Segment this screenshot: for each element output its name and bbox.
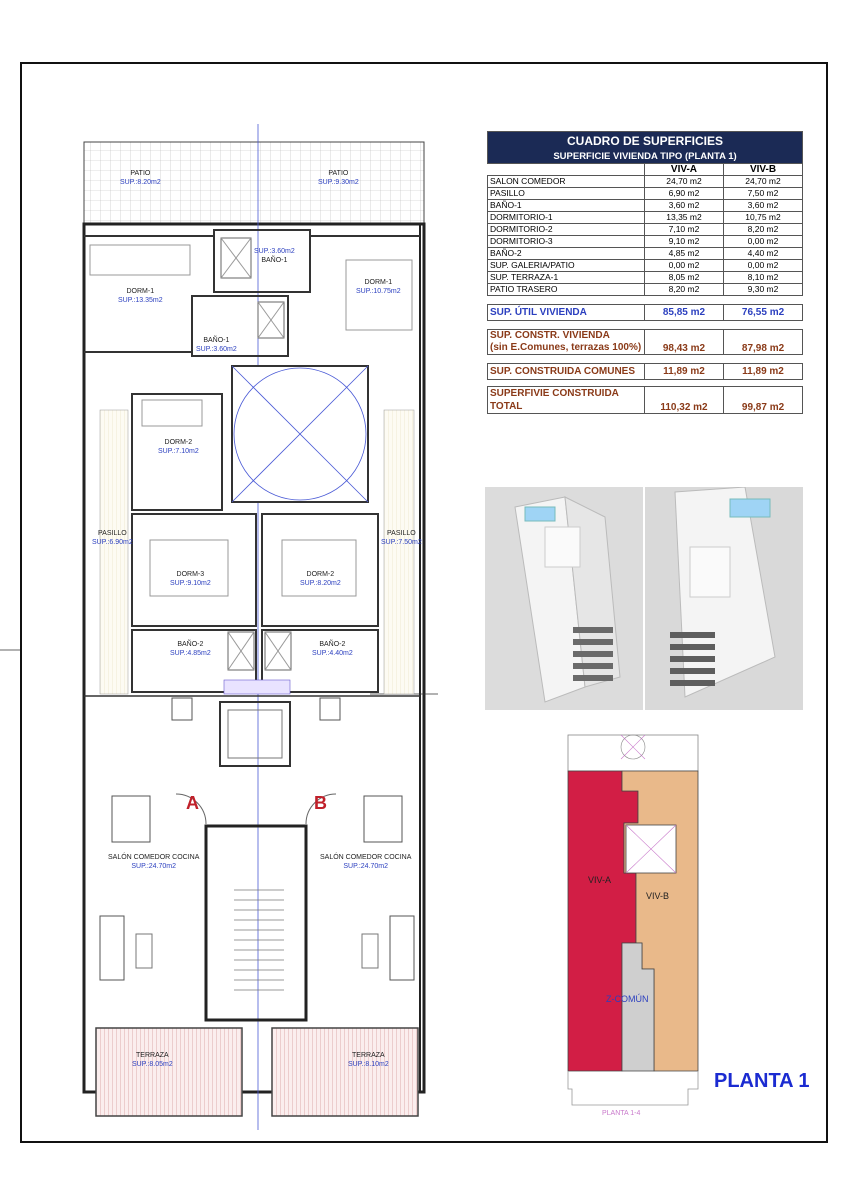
cell-a: 4,85 m2 <box>644 248 723 260</box>
cell-label: SUP. GALERIA/PATIO <box>488 260 645 272</box>
bano2-a-label: BAÑO-2 SUP.:4.85m2 <box>170 641 211 657</box>
comunes-label: SUP. CONSTRUIDA COMUNES <box>488 364 645 380</box>
building-render-left <box>485 487 643 710</box>
cell-a: 3,60 m2 <box>644 200 723 212</box>
cell-a: 8,20 m2 <box>644 284 723 296</box>
cell-b: 4,40 m2 <box>724 248 803 260</box>
cell-b: 24,70 m2 <box>724 176 803 188</box>
dorm2-a-label: DORM-2 SUP.:7.10m2 <box>158 439 199 455</box>
cell-b: 7,50 m2 <box>724 188 803 200</box>
vivienda-a-letter: A <box>186 793 199 813</box>
cell-b: 8,20 m2 <box>724 224 803 236</box>
salon-b-label: SALÓN COMEDOR COCINA SUP.:24.70m2 <box>320 854 412 870</box>
table-row <box>488 260 803 272</box>
cell-label: PATIO TRASERO <box>488 284 645 296</box>
cell-label: SALON COMEDOR <box>488 176 645 188</box>
table-row <box>488 188 803 200</box>
bano1-top-label: SUP.:3.60m2 BAÑO-1 <box>254 248 295 264</box>
salon-a-label: SALÓN COMEDOR COCINA SUP.:24.70m2 <box>108 854 200 870</box>
vivienda-b-letter: B <box>314 793 327 813</box>
cell-a: 13,35 m2 <box>644 212 723 224</box>
constr-a: 98,43 m2 <box>644 330 723 355</box>
patio-b-label: PATIO SUP.:9.30m2 <box>318 170 359 186</box>
total-label-1: SUPERFIVIE CONSTRUIDA <box>490 388 619 399</box>
bano1-a-label: BAÑO-1 SUP.:3.60m2 <box>196 337 237 353</box>
col-a-header: VIV-A <box>644 164 723 176</box>
cell-a: 7,10 m2 <box>644 224 723 236</box>
cell-label: DORMITORIO-2 <box>488 224 645 236</box>
constr-label-2: (sin E.Comunes, terrazas 100%) <box>490 342 642 353</box>
bano2-b-label: BAÑO-2 SUP.:4.40m2 <box>312 641 353 657</box>
col-b-header: VIV-B <box>724 164 803 176</box>
cell-label: DORMITORIO-3 <box>488 236 645 248</box>
cell-a: 6,90 m2 <box>644 188 723 200</box>
constr-b: 87,98 m2 <box>724 330 803 355</box>
page-label: PLANTA 1 <box>714 1070 810 1092</box>
constr-label-1: SUP. CONSTR. VIVIENDA <box>490 330 610 341</box>
key-viv-b-label: VIV-B <box>646 891 670 901</box>
dorm1-b-label: DORM-1 SUP.:10.75m2 <box>356 279 401 295</box>
util-a: 85,85 m2 <box>644 305 723 321</box>
cell-label: DORMITORIO-1 <box>488 212 645 224</box>
cell-b: 0,00 m2 <box>724 260 803 272</box>
cell-a: 24,70 m2 <box>644 176 723 188</box>
cell-b: 9,30 m2 <box>724 284 803 296</box>
cell-b: 10,75 m2 <box>724 212 803 224</box>
total-a: 110,32 m2 <box>644 387 723 414</box>
cell-a: 9,10 m2 <box>644 236 723 248</box>
key-comun-label: Z-COMÚN <box>606 994 649 1004</box>
total-label-2: TOTAL <box>490 401 523 412</box>
cell-b: 3,60 m2 <box>724 200 803 212</box>
cell-label: SUP. TERRAZA-1 <box>488 272 645 284</box>
terraza-a-area <box>96 1028 242 1116</box>
table-row <box>488 224 803 236</box>
table-row <box>488 248 803 260</box>
dorm3-a-label: DORM-3 SUP.:9.10m2 <box>170 571 211 587</box>
dorm1-a-label: DORM-1 SUP.:13.35m2 <box>118 288 163 304</box>
cell-a: 8,05 m2 <box>644 272 723 284</box>
table-row <box>488 200 803 212</box>
building-render-right <box>645 487 803 710</box>
table-subtitle: SUPERFICIE VIVIENDA TIPO (PLANTA 1) <box>488 150 803 164</box>
total-b: 99,87 m2 <box>724 387 803 414</box>
comunes-a: 11,89 m2 <box>644 364 723 380</box>
comunes-b: 11,89 m2 <box>724 364 803 380</box>
table-row <box>488 176 803 188</box>
table-row <box>488 272 803 284</box>
terraza-a-label: TERRAZA SUP.:8.05m2 <box>132 1052 173 1068</box>
pasillo-a-label: PASILLO SUP.:6.90m2 <box>92 530 133 546</box>
cell-b: 8,10 m2 <box>724 272 803 284</box>
surface-table <box>487 131 803 414</box>
cell-label: BAÑO-2 <box>488 248 645 260</box>
table-row <box>488 284 803 296</box>
table-row <box>488 236 803 248</box>
key-plan-caption: PLANTA 1-4 <box>602 1110 641 1117</box>
cell-a: 0,00 m2 <box>644 260 723 272</box>
cell-label: BAÑO-1 <box>488 200 645 212</box>
terraza-b-area <box>272 1028 418 1116</box>
cell-label: PASILLO <box>488 188 645 200</box>
table-title: CUADRO DE SUPERFICIES <box>488 132 803 151</box>
table-row <box>488 212 803 224</box>
util-b: 76,55 m2 <box>724 305 803 321</box>
dorm2-b-label: DORM-2 SUP.:8.20m2 <box>300 571 341 587</box>
pasillo-b-label: PASILLO SUP.:7.50m2 <box>381 530 422 546</box>
terraza-b-label: TERRAZA SUP.:8.10m2 <box>348 1052 389 1068</box>
util-label: SUP. ÚTIL VIVIENDA <box>488 305 645 321</box>
key-plan <box>560 733 710 1128</box>
key-viv-a-label: VIV-A <box>588 875 612 885</box>
cell-b: 0,00 m2 <box>724 236 803 248</box>
patio-a-label: PATIO SUP.:8.20m2 <box>120 170 161 186</box>
